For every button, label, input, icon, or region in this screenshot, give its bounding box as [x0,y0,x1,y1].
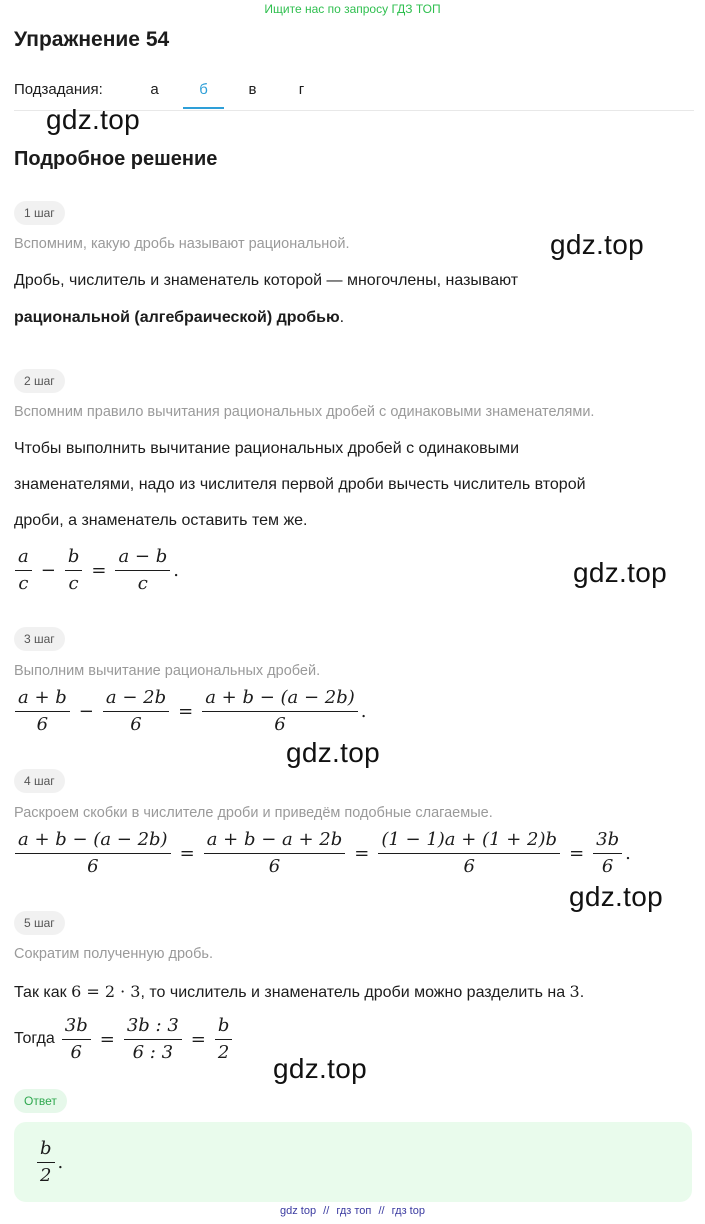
step-4-formula: $\frac{a + b - (a - 2b)}{6}$ = $\frac{a + b - a + 2b}{6}$ = $\frac{(1 - 1)a + (1 + 2)b}{6}$ = $\frac{3b}{6}$ . [12,829,631,877]
footer-link[interactable]: гдз top [391,1205,425,1217]
step-5-hint: Сократим полученную дробь. [14,946,213,962]
footer-link[interactable]: гдз топ [336,1205,372,1217]
step-2-text-line: знаменателями, надо из числителя первой дроби вычесть числитель второй [14,476,586,493]
watermark: gdz.top [569,881,663,912]
fraction: $\frac{a - b}{c}$ [115,546,170,594]
step-5-prefix: Тогда [14,1030,55,1048]
fraction: $\frac{a + b - (a - 2b)}{6}$ [202,687,358,735]
promo-link[interactable]: Ищите нас по запросу ГДЗ ТОП [264,2,441,16]
step-3-badge: 3 шаг [14,627,65,651]
answer-formula: $\frac{b}{2}$ . [34,1138,63,1186]
step-3-formula: $\frac{a + b}{6}$ − $\frac{a - 2b}{6}$ = $\frac{a + b - (a - 2b)}{6}$ . [12,687,367,735]
fraction: $\frac{(1 - 1)a + (1 + 2)b}{6}$ [378,829,560,877]
fraction: $\frac{3b : 3}{6 : 3}$ [124,1015,182,1063]
fraction: $\frac{3b}{6}$ [593,829,622,877]
watermark: gdz.top [573,557,667,588]
step-4-hint: Раскроем скобки в числителе дроби и приведём подобные слагаемые. [14,805,493,821]
step-1-hint: Вспомним, какую дробь называют рациональной. [14,236,350,252]
fraction: $\frac{b}{2}$ [37,1138,55,1186]
watermark: gdz.top [46,104,140,135]
step-3-hint: Выполним вычитание рациональных дробей. [14,663,321,679]
step-5-text: Так как 6 = 2 · 3, то числитель и знаменатель дроби можно разделить на 3. [14,982,585,1001]
fraction: $\frac{a + b}{6}$ [15,687,70,735]
step-4-badge: 4 шаг [14,769,65,793]
tab-a[interactable]: а [150,81,159,98]
tab-v[interactable]: в [248,81,257,98]
section-title: Подробное решение [14,148,218,170]
watermark: gdz.top [286,737,380,768]
fraction: $\frac{b}{c}$ [65,546,83,594]
watermark: gdz.top [273,1053,367,1084]
footer-link[interactable]: gdz top [280,1205,317,1217]
answer-badge: Ответ [14,1089,67,1113]
step-1-badge: 1 шаг [14,201,65,225]
step-2-badge: 2 шаг [14,369,65,393]
footer-links: gdz top // гдз топ // гдз top [280,1205,425,1217]
fraction: $\frac{b}{2}$ [215,1015,233,1063]
answer-box [14,1122,692,1202]
step-2-text-line: дроби, а знаменатель оставить тем же. [14,512,308,529]
step-1-text: Дробь, числитель и знаменатель которой — многочлены, называют [14,272,519,289]
step-5-formula: Тогда $\frac{3b}{6}$ = $\frac{3b : 3}{6 : 3}$ = $\frac{b}{2}$ [14,1015,235,1063]
step-2-hint: Вспомним правило вычитания рациональных дробей с одинаковыми знаменателями. [14,404,595,420]
fraction: $\frac{a + b - a + 2b}{6}$ [204,829,346,877]
subtask-tabs [130,81,326,109]
fraction: $\frac{a}{c}$ [15,546,32,594]
subtasks-label: Подзадания: [14,81,103,98]
step-1-definition: рациональной (алгебраической) дробью. [14,309,345,326]
watermark: gdz.top [550,229,644,260]
page-title: Упражнение 54 [14,28,170,51]
step-5-badge: 5 шаг [14,911,65,935]
fraction: $\frac{a + b - (a - 2b)}{6}$ [15,829,171,877]
step-2-formula: $\frac{a}{c}$ − $\frac{b}{c}$ = $\frac{a - b}{c}$ . [12,546,179,594]
fraction: $\frac{3b}{6}$ [62,1015,91,1063]
fraction: $\frac{a - 2b}{6}$ [103,687,169,735]
step-2-text-line: Чтобы выполнить вычитание рациональных дробей с одинаковыми [14,440,520,457]
tab-g[interactable]: г [298,81,305,98]
tab-b[interactable]: б [179,81,228,109]
